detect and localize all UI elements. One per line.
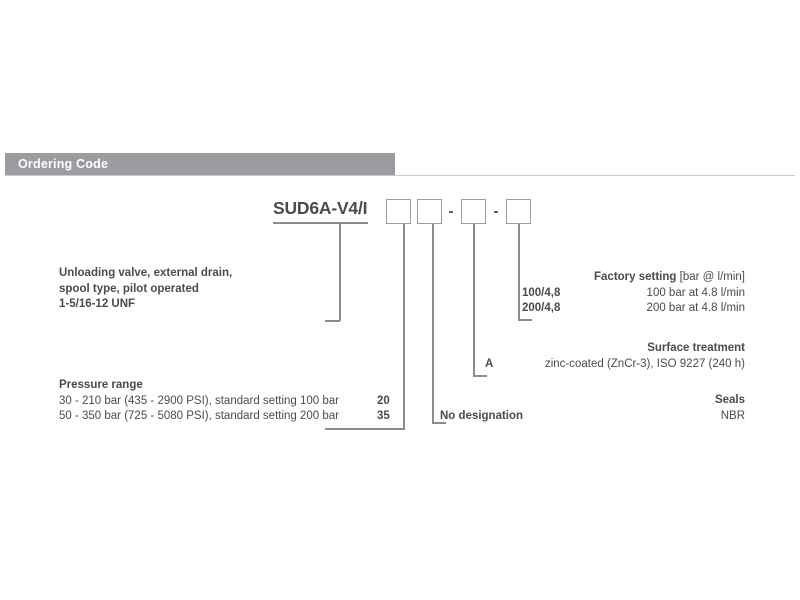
block-surface-treatment: [460, 341, 745, 372]
valve-description-line-1: Unloading valve, external drain,: [59, 267, 233, 279]
pressure-range-row: [59, 409, 390, 425]
order-code-base: SUD6A-V4/I: [273, 198, 368, 218]
factory-setting-code: 100/4,8: [522, 286, 561, 299]
order-code-box-4[interactable]: [506, 199, 531, 224]
leader-line-surface-horizontal: [473, 375, 487, 377]
surface-treatment-title: Surface treatment: [647, 342, 745, 354]
surface-treatment-desc: zinc-coated (ZnCr-3), ISO 9227 (240 h): [544, 357, 745, 370]
order-code-box-1[interactable]: [386, 199, 411, 224]
pressure-range-code: 20: [377, 394, 390, 407]
factory-setting-desc: 200 bar at 4.8 l/min: [646, 302, 745, 314]
factory-setting-row: [460, 301, 745, 317]
seals-code: No designation: [440, 409, 524, 422]
block-seals: [440, 393, 745, 424]
factory-setting-desc: 100 bar at 4.8 l/min: [646, 286, 745, 299]
pressure-range-code: 35: [377, 410, 390, 422]
pressure-range-label: 50 - 350 bar (725 - 5080 PSI), standard setting 200 bar: [59, 410, 340, 422]
valve-description-line-3: 1-5/16-12 UNF: [59, 298, 136, 310]
header-divider-rule: [5, 175, 795, 176]
leader-line-valve-vertical: [339, 222, 341, 321]
order-code-box-2[interactable]: [417, 199, 442, 224]
pressure-range-label: 30 - 210 bar (435 - 2900 PSI), standard setting 100 bar: [59, 394, 340, 407]
order-code-separator-1: -: [448, 203, 454, 220]
factory-setting-row: [460, 286, 745, 302]
seals-desc: NBR: [720, 409, 745, 422]
leader-line-pressure-horizontal: [325, 428, 405, 430]
block-pressure-range: [59, 378, 390, 425]
factory-setting-code: 200/4,8: [522, 302, 561, 314]
valve-description-line-2: spool type, pilot operated: [59, 282, 199, 295]
factory-setting-title: Factory setting: [594, 271, 677, 283]
factory-setting-unit: [bar @ l/min]: [679, 271, 745, 283]
seals-row: [440, 409, 745, 425]
leader-line-pressure-vertical: [403, 224, 405, 429]
order-code-separator-2: -: [493, 203, 499, 220]
surface-treatment-code: A: [485, 357, 494, 370]
leader-line-seals-vertical: [432, 224, 434, 423]
seals-title: Seals: [714, 394, 745, 406]
order-code-box-3[interactable]: [461, 199, 486, 224]
section-header-bar: [5, 153, 395, 175]
surface-treatment-row: [460, 357, 745, 373]
order-code-underline: [273, 222, 368, 224]
block-factory-setting: [460, 270, 745, 317]
block-valve-description: [59, 266, 232, 313]
pressure-range-title: Pressure range: [59, 379, 143, 391]
leader-line-factory-horizontal: [518, 319, 532, 321]
pressure-range-row: [59, 394, 390, 410]
leader-line-valve-horizontal: [325, 320, 340, 322]
page-title: Ordering Code: [18, 157, 109, 171]
factory-setting-title-row: [460, 270, 745, 286]
